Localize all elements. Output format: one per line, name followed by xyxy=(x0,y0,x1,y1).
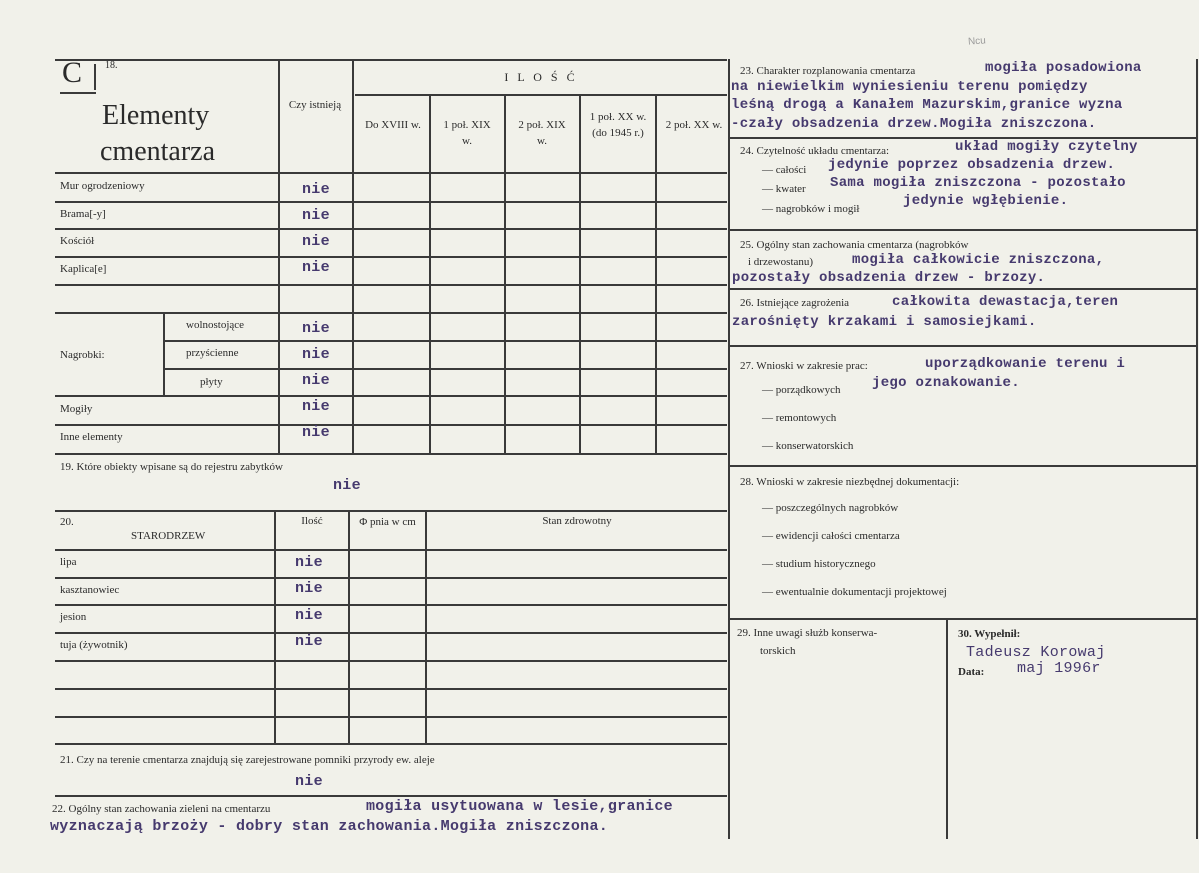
nagrobki-value: nie xyxy=(302,320,330,337)
q29-label1: 29. Inne uwagi służb konserwa- xyxy=(737,627,878,639)
q29-label2: torskich xyxy=(760,645,796,657)
tree-label: jesion xyxy=(60,611,87,623)
q19-label: 19. Które obiekty wpisane są do rejestru zabytków xyxy=(60,461,283,473)
q20-col-count: Ilość xyxy=(301,515,323,527)
q30-date-label: Data: xyxy=(958,666,985,678)
q24-ans1: jedynie poprzez obsadzenia drzew. xyxy=(828,157,1116,173)
col-exists-header: Czy istnieją xyxy=(288,99,342,111)
page-title-line2: cmentarza xyxy=(100,136,216,167)
q24-ans2: Sama mogiła zniszczona - pozostało xyxy=(830,175,1126,191)
q23-line1: mogiła posadowiona xyxy=(985,60,1142,76)
element-label: Inne elementy xyxy=(60,431,123,443)
q22-answer-line1: mogiła usytuowana w lesie,granice xyxy=(366,798,673,815)
tree-label: kasztanowiec xyxy=(60,584,120,596)
q24-label: 24. Czytelność układu cmentarza: xyxy=(740,145,890,157)
q24-sub1: — całości xyxy=(762,164,807,176)
q22-label: 22. Ogólny stan zachowania zieleni na cmentarzu xyxy=(52,803,271,815)
q27-label: 27. Wnioski w zakresie prac: xyxy=(740,360,868,372)
q27-item: — konserwatorskich xyxy=(762,440,854,452)
period-header: 2 poł. XX w. xyxy=(665,119,723,131)
q30-label: 30. Wypełnił: xyxy=(958,628,1021,640)
q24-sub2: — kwater xyxy=(762,183,806,195)
q28-item: — poszczególnych nagrobków xyxy=(762,502,899,514)
element-value: nie xyxy=(302,181,330,198)
q23-label: 23. Charakter rozplanowania cmentarza xyxy=(740,65,916,77)
q25-ans2: pozostały obsadzenia drzew - brzozy. xyxy=(732,270,1046,286)
nagrobki-type: przyścienne xyxy=(186,347,239,359)
ilosc-header: I L O Ś Ć xyxy=(504,70,578,84)
q25-ans1: mogiła całkowicie zniszczona, xyxy=(852,252,1105,268)
nagrobki-type: wolnostojące xyxy=(186,319,245,331)
q24-answer: układ mogiły czytelny xyxy=(955,139,1138,155)
period-header: 1 poł. XIX w. xyxy=(443,119,491,147)
section-letter-underline xyxy=(60,92,96,94)
tree-label: tuja (żywotnik) xyxy=(60,639,128,651)
tree-value: nie xyxy=(295,633,323,650)
nagrobki-label: Nagrobki: xyxy=(60,349,105,361)
period-header: 1 poł. XX w. (do 1945 r.) xyxy=(589,111,647,139)
q25-label-b: i drzewostanu) xyxy=(748,256,814,268)
element-value: nie xyxy=(302,424,330,441)
period-header: 2 poł. XIX w. xyxy=(518,119,566,147)
element-value: nie xyxy=(302,398,330,415)
element-value: nie xyxy=(302,207,330,224)
q30-name: Tadeusz Korowaj xyxy=(966,644,1106,661)
element-value: nie xyxy=(302,233,330,250)
q26-label: 26. Istniejące zagrożenia xyxy=(740,297,850,309)
q28-label: 28. Wnioski w zakresie niezbędnej dokumentacji: xyxy=(740,476,960,488)
q23-line3: leśną drogą a Kanałem Mazurskim,granice wyzna xyxy=(731,97,1123,113)
element-label: Kaplica[e] xyxy=(60,263,107,275)
q23-line2: na niewielkim wyniesieniu terenu pomiędzy xyxy=(731,79,1088,95)
section-number: 18. xyxy=(105,60,118,71)
q23-line4: -czały obsadzenia drzew.Mogiła zniszczona. xyxy=(731,116,1097,132)
q24-sub3: — nagrobków i mogił xyxy=(762,203,860,215)
q24-ans3: jedynie wgłębienie. xyxy=(903,193,1069,209)
period-header: Do XVIII w. xyxy=(365,119,421,131)
q26-ans2: zarośnięty krzakami i samosiejkami. xyxy=(732,314,1037,330)
q28-item: — ewidencji całości cmentarza xyxy=(762,530,900,542)
element-label: Mur ogrodzeniowy xyxy=(60,180,145,192)
q27-ans1: uporządkowanie terenu i xyxy=(925,356,1126,372)
q20-col-diam: Φ pnia w cm xyxy=(359,516,416,528)
q27-ans2: jego oznakowanie. xyxy=(872,375,1020,391)
q28-item: — ewentualnie dokumentacji projektowej xyxy=(762,586,947,598)
q27-item: — remontowych xyxy=(762,412,837,424)
q20-col-tree: STARODRZEW xyxy=(131,530,206,542)
element-label: Brama[-y] xyxy=(60,208,106,220)
tree-value: nie xyxy=(295,554,323,571)
nagrobki-type: płyty xyxy=(200,376,223,388)
element-value: nie xyxy=(302,259,330,276)
nagrobki-value: nie xyxy=(302,346,330,363)
q28-item: — studium historycznego xyxy=(762,558,876,570)
section-letter: C xyxy=(62,56,83,89)
q21-label: 21. Czy na terenie cmentarza znajdują się zarejestrowane pomniki przyrody ew. aleje xyxy=(60,754,435,766)
tree-label: lipa xyxy=(60,556,77,568)
element-label: Kościół xyxy=(60,235,95,247)
stamp-mark: Ncu xyxy=(967,35,987,48)
q20-col-health: Stan zdrowotny xyxy=(542,515,612,527)
q30-date: maj 1996r xyxy=(1017,660,1101,677)
tree-value: nie xyxy=(295,580,323,597)
page-title-line1: Elementy xyxy=(102,100,210,131)
q27-item: — porządkowych xyxy=(762,384,841,396)
q21-answer: nie xyxy=(295,773,323,790)
element-label: Mogiły xyxy=(60,403,93,415)
q25-label-a: 25. Ogólny stan zachowania cmentarza (nagrobków xyxy=(740,239,969,251)
section-letter-bar xyxy=(94,64,96,90)
q19-answer: nie xyxy=(333,477,361,494)
nagrobki-value: nie xyxy=(302,372,330,389)
tree-value: nie xyxy=(295,607,323,624)
q22-answer-line2: wyznaczają brzoży - dobry stan zachowania.Mogiła zniszczona. xyxy=(50,818,609,835)
q26-ans1: całkowita dewastacja,teren xyxy=(892,294,1119,310)
q20-number: 20. xyxy=(60,516,74,528)
